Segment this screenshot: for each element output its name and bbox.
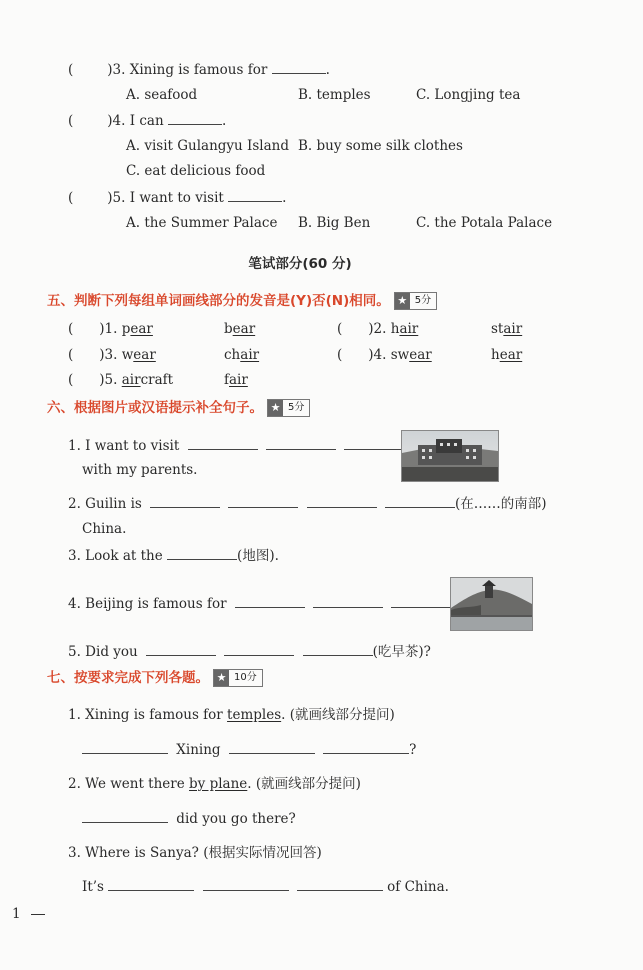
answer-blank[interactable] (203, 877, 289, 891)
summer-palace-photo (450, 577, 533, 631)
q5-option-c: C. the Potala Palace (416, 215, 553, 231)
potala-palace-photo (401, 430, 499, 482)
answer-blank[interactable] (297, 877, 383, 891)
q4-option-a: A. visit Gulangyu Island (126, 138, 289, 154)
answer-blank[interactable] (229, 740, 315, 754)
page-number: 1 (12, 905, 45, 923)
section-5-heading: 五、判断下列每组单词画线部分的发音是(Y)否(N)相同。 ★ 5分 (47, 292, 437, 310)
q5-option-b: B. Big Ben (298, 215, 371, 231)
answer-blank[interactable] (272, 60, 326, 74)
s7-q2-answer: did you go there? (82, 809, 296, 828)
q4-option-b: B. buy some silk clothes (298, 138, 463, 154)
s6-q1-line2: with my parents. (82, 462, 198, 478)
pron-item-3-num: ( )3. wear (68, 347, 156, 363)
pron-item-2-word2: stair (491, 321, 523, 337)
q3-option-a: A. seafood (126, 87, 198, 103)
s6-q3: 3. Look at the (地图). (68, 548, 279, 564)
answer-blank[interactable] (323, 740, 409, 754)
question-5-stem: ( )5. I want to visit . (68, 190, 287, 206)
s6-q4: 4. Beijing is famous for (68, 594, 466, 613)
answer-blank[interactable] (150, 494, 220, 508)
answer-blank[interactable] (146, 642, 216, 656)
page-number-dash (31, 914, 45, 915)
answer-blank[interactable] (82, 809, 168, 823)
answer-blank[interactable] (82, 740, 168, 754)
q4-option-c: C. eat delicious food (126, 163, 266, 179)
answer-blank[interactable] (307, 494, 377, 508)
question-4-stem: ( )4. I can . (68, 113, 227, 129)
pron-item-5-num: ( )5. aircraft (68, 372, 174, 388)
s7-q2: 2. We went there by plane. (就画线部分提问) (68, 776, 361, 792)
answer-blank[interactable] (167, 546, 237, 560)
written-part-title: 笔试部分(60 分) (248, 256, 352, 272)
answer-blank[interactable] (228, 188, 282, 202)
star-icon: ★ (214, 670, 229, 686)
pron-item-1-num: ( )1. pear (68, 321, 153, 337)
answer-blank[interactable] (168, 111, 222, 125)
s7-q3: 3. Where is Sanya? (根据实际情况回答) (68, 845, 322, 861)
points-badge: ★ 5分 (267, 399, 310, 417)
answer-blank[interactable] (266, 436, 336, 450)
s6-q1: 1. I want to visit (68, 436, 414, 455)
answer-blank[interactable] (224, 642, 294, 656)
question-3-stem: ( )3. Xining is famous for . (68, 62, 330, 78)
s7-q3-answer: It’s of China. (82, 879, 449, 895)
s6-q2-line2: China. (82, 521, 127, 537)
star-icon: ★ (268, 400, 283, 416)
q5-option-a: A. the Summer Palace (126, 215, 278, 231)
points-badge: ★ 10分 (213, 669, 263, 687)
answer-blank[interactable] (108, 877, 194, 891)
answer-blank[interactable] (188, 436, 258, 450)
s6-q2: 2. Guilin is (在……的南部) (68, 496, 547, 512)
star-icon: ★ (395, 293, 410, 309)
answer-blank[interactable] (313, 594, 383, 608)
s7-q1: 1. Xining is famous for temples. (就画线部分提问) (68, 707, 395, 723)
s7-q1-answer: Xining ? (82, 740, 416, 759)
pron-item-4-word2: hear (491, 347, 523, 363)
q3-option-b: B. temples (298, 87, 371, 103)
pron-item-4-num: ( )4. swear (337, 347, 432, 363)
pron-item-3-word2: chair (224, 347, 260, 363)
s6-q5: 5. Did you (吃早茶)? (68, 644, 431, 660)
answer-blank[interactable] (303, 642, 373, 656)
q3-option-c: C. Longjing tea (416, 87, 521, 103)
answer-blank[interactable] (385, 494, 455, 508)
pron-item-5-word2: fair (224, 372, 248, 388)
points-badge: ★ 5分 (394, 292, 437, 310)
section-6-heading: 六、根据图片或汉语提示补全句子。 ★ 5分 (47, 399, 310, 417)
answer-blank[interactable] (228, 494, 298, 508)
section-7-heading: 七、按要求完成下列各题。 ★ 10分 (47, 669, 263, 687)
pron-item-2-num: ( )2. hair (337, 321, 419, 337)
answer-blank[interactable] (235, 594, 305, 608)
pron-item-1-word2: bear (224, 321, 256, 337)
